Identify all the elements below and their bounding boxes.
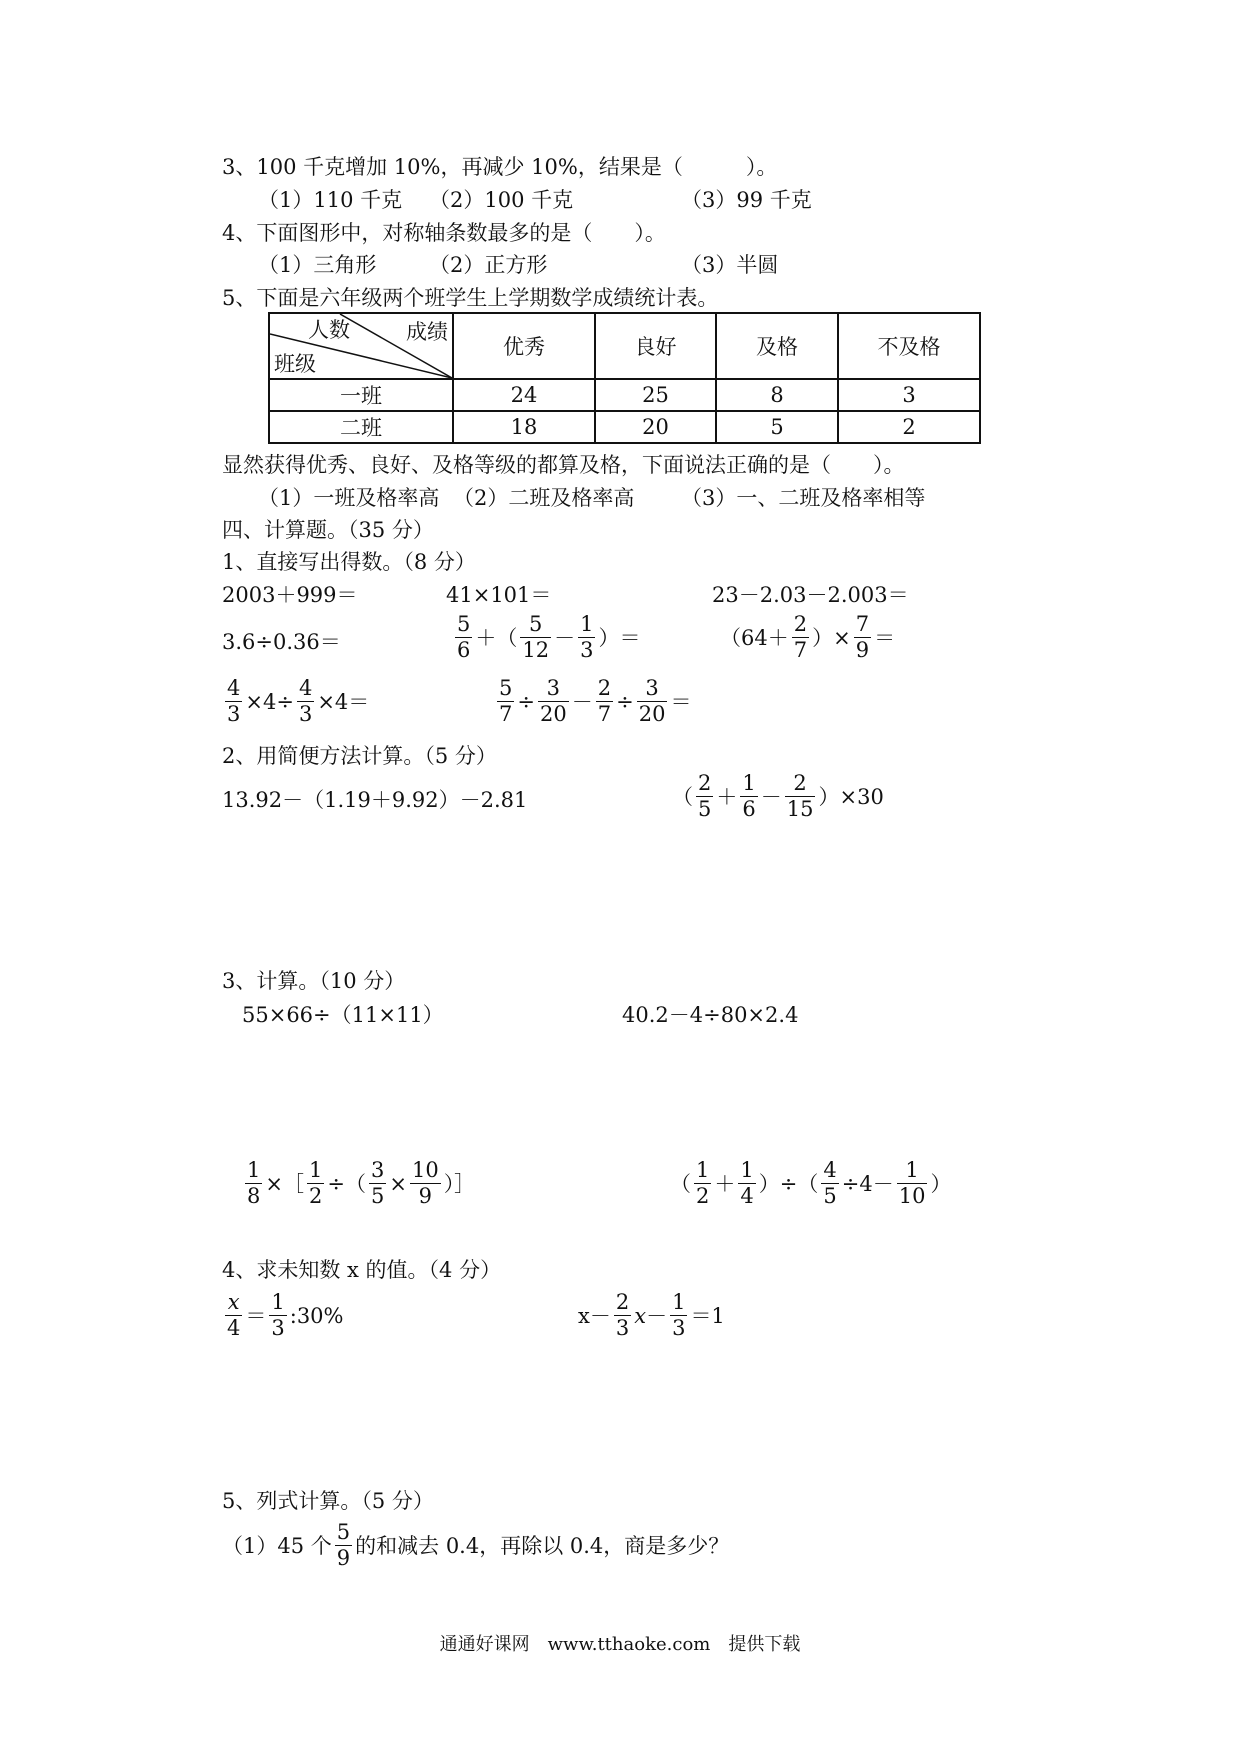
q3-option-3: （3）99 千克	[681, 188, 812, 212]
part-3-title: 3、计算。（10 分）	[222, 969, 406, 993]
q4-option-3: （3）半圆	[681, 253, 779, 277]
expr-1-7: $\frac{4}{3}$ ×4÷ $\frac{4}{3}$ ×4＝	[227, 676, 370, 726]
expr-1-2: 41×101＝	[446, 583, 552, 607]
q5-stem: 5、下面是六年级两个班学生上学期数学成绩统计表。	[222, 286, 719, 310]
word-problem-1: （1）45 个 $\frac{5}{9}$ 的和减去 0.4，再除以 0.4，商是多少？	[222, 1520, 730, 1570]
expr-1-1: 2003＋999＝	[222, 583, 358, 607]
equation-4-2: x－ $\frac{2}{3}$ x－ $\frac{1}{3}$ ＝1	[578, 1290, 725, 1340]
expr-3-4: （ $\frac{1}{2}$ ＋ $\frac{1}{4}$ ）÷（ $\frac{4}{5}$ ÷4－ $\frac{1}{10}$ ）	[670, 1158, 952, 1208]
expr-1-3: 23－2.03－2.003＝	[712, 583, 909, 607]
expr-2-2: （ $\frac{2}{5}$ ＋ $\frac{1}{6}$ － $\frac{2}{15}$ ）×30	[672, 771, 884, 821]
q4-option-1: （1）三角形	[258, 253, 377, 277]
corner-label-grade: 成绩	[406, 320, 448, 344]
row-label: 一班	[269, 379, 453, 411]
header-pass: 及格	[716, 313, 838, 379]
expr-3-2: 40.2－4÷80×2.4	[622, 1003, 799, 1027]
q5-option-1: （1）一班及格率高	[258, 486, 440, 510]
table-row	[269, 379, 980, 411]
expr-1-4: 3.6÷0.36＝	[222, 630, 341, 654]
expr-3-3: $\frac{1}{8}$ ×［ $\frac{1}{2}$ ÷（ $\frac{3}{5}$ × $\frac{10}{9}$ ）］	[247, 1158, 476, 1208]
part-5-title: 5、列式计算。（5 分）	[222, 1489, 434, 1513]
header-excellent: 优秀	[453, 313, 595, 379]
q5-conclusion: 显然获得优秀、良好、及格等级的都算及格，下面说法正确的是（ ）。	[222, 453, 905, 477]
q5-option-3: （3）一、二班及格率相等	[681, 486, 926, 510]
cell: 2	[838, 411, 980, 443]
cell: 3	[838, 379, 980, 411]
corner-label-count: 人数	[308, 318, 350, 342]
cell: 5	[716, 411, 838, 443]
q4-option-2: （2）正方形	[429, 253, 548, 277]
expr-2-1: 13.92－（1.19＋9.92）－2.81	[222, 788, 528, 812]
expr-1-8: $\frac{5}{7}$ ÷ $\frac{3}{20}$ － $\frac{2}{7}$ ÷ $\frac{3}{20}$ ＝	[499, 676, 692, 726]
expr-1-6: （64＋ $\frac{2}{7}$ ）× $\frac{7}{9}$ ＝	[720, 612, 896, 662]
grade-statistics-table	[268, 312, 981, 444]
cell: 25	[595, 379, 716, 411]
table-row	[269, 411, 980, 443]
equation-4-1: $\frac{x}{4}$ ＝ $\frac{1}{3}$ :30%	[227, 1290, 344, 1340]
corner-label-class: 班级	[274, 352, 316, 376]
word-problem-prefix: （1）45 个	[222, 1533, 332, 1558]
part-2-title: 2、用简便方法计算。（5 分）	[222, 744, 497, 768]
expr-1-5: $\frac{5}{6}$ ＋（ $\frac{5}{12}$ － $\frac{1}{3}$ ）＝	[457, 612, 641, 662]
header-fail: 不及格	[838, 313, 980, 379]
part-1-title: 1、直接写出得数。（8 分）	[222, 550, 476, 574]
cell: 18	[453, 411, 595, 443]
expr-3-1: 55×66÷（11×11）	[242, 1003, 444, 1027]
part-4-title: 4、求未知数 x 的值。（4 分）	[222, 1258, 502, 1282]
q5-option-2: （2）二班及格率高	[453, 486, 635, 510]
row-label: 二班	[269, 411, 453, 443]
header-good: 良好	[595, 313, 716, 379]
table-corner-cell	[269, 313, 453, 379]
q3-stem: 3、100 千克增加 10%，再减少 10%，结果是（ ）。	[222, 155, 778, 179]
cell: 24	[453, 379, 595, 411]
section-4-title: 四、计算题。（35 分）	[222, 518, 434, 542]
word-problem-suffix: 的和减去 0.4，再除以 0.4，商是多少？	[355, 1533, 730, 1558]
q3-option-2: （2）100 千克	[429, 188, 574, 212]
cell: 20	[595, 411, 716, 443]
q4-stem: 4、下面图形中，对称轴条数最多的是（ ）。	[222, 221, 666, 245]
cell: 8	[716, 379, 838, 411]
q3-option-1: （1）110 千克	[258, 188, 403, 212]
page-footer: 通通好课网 www.tthaoke.com 提供下载	[439, 1634, 801, 1655]
